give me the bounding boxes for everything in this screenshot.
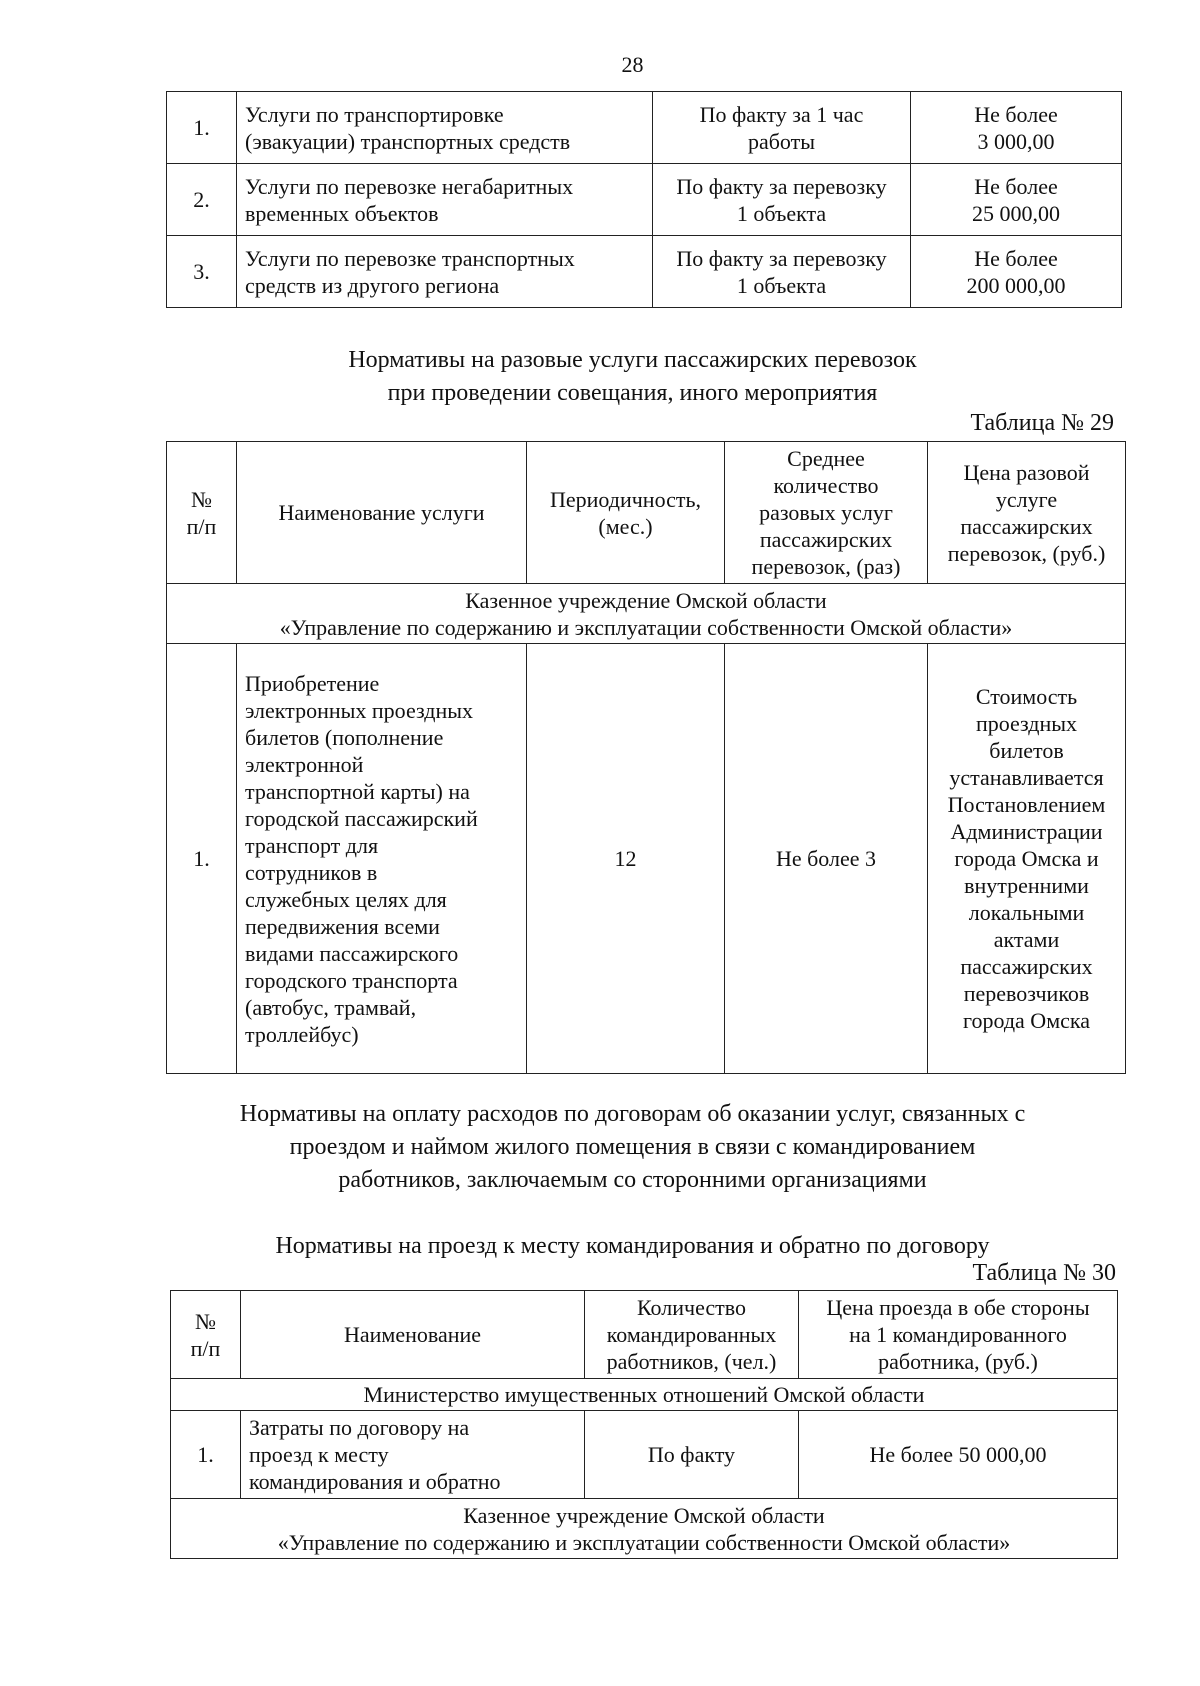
row-number: 3. <box>167 236 237 308</box>
service-price: Не более 3 000,00 <box>911 92 1122 164</box>
header-number: № п/п <box>167 442 237 584</box>
service-basis: По факту за перевозку 1 объекта <box>653 236 911 308</box>
table-row <box>171 1411 1118 1499</box>
table-29 <box>166 441 1126 1074</box>
price-value: Не более 50 000,00 <box>799 1411 1118 1499</box>
table-header-row <box>171 1291 1118 1379</box>
row-number: 1. <box>171 1411 241 1499</box>
service-name: Услуги по перевозке негабаритных временных объектов <box>237 164 653 236</box>
price-value: Стоимость проездных билетов устанавливается Постановлением Администрации города Омска и внутренними локальными актами пассажирских перевозчиков города Омска <box>928 644 1126 1074</box>
service-price: Не более 25 000,00 <box>911 164 1122 236</box>
table-row <box>167 236 1122 308</box>
service-basis: По факту за 1 час работы <box>653 92 911 164</box>
row-number: 1. <box>167 644 237 1074</box>
average-count-value: Не более 3 <box>725 644 928 1074</box>
page-number: 28 <box>621 52 644 77</box>
service-basis: По факту за перевозку 1 объекта <box>653 164 911 236</box>
table-header-row <box>167 442 1126 584</box>
section-29-title: Нормативы на разовые услуги пассажирских перевозок при проведении совещания, иного мероприятия <box>348 347 917 406</box>
section-trip-title: Нормативы на оплату расходов по договорам об оказании услуг, связанных с проездом и наймом жилого помещения в связи с командированием работников, заключаемым со сторонними организациями <box>239 1101 1026 1193</box>
org-name: Министерство имущественных отношений Омской области <box>171 1379 1118 1411</box>
row-number: 1. <box>167 92 237 164</box>
table-30 <box>170 1290 1118 1559</box>
periodicity-value: 12 <box>527 644 725 1074</box>
count-value: По факту <box>585 1411 799 1499</box>
header-count: Количество командированных работников, (чел.) <box>585 1291 799 1379</box>
table-row <box>167 164 1122 236</box>
service-price: Не более 200 000,00 <box>911 236 1122 308</box>
org-row <box>171 1379 1118 1411</box>
header-price: Цена проезда в обе стороны на 1 командированного работника, (руб.) <box>799 1291 1118 1379</box>
org-row <box>167 584 1126 644</box>
header-periodicity: Периодичность, (мес.) <box>527 442 725 584</box>
table-row <box>167 92 1122 164</box>
org-row <box>171 1499 1118 1559</box>
org-name: Казенное учреждение Омской области «Управление по содержанию и эксплуатации собственности Омской области» <box>171 1499 1118 1559</box>
service-name: Услуги по перевозке транспортных средств из другого региона <box>237 236 653 308</box>
service-name: Услуги по транспортировке (эвакуации) транспортных средств <box>237 92 653 164</box>
header-number: № п/п <box>171 1291 241 1379</box>
header-average-count: Среднее количество разовых услуг пассажирских перевозок, (раз) <box>725 442 928 584</box>
table-row <box>167 644 1126 1074</box>
section-30-title: Нормативы на проезд к месту командирования и обратно по договору <box>275 1233 990 1259</box>
expense-name: Затраты по договору на проезд к месту командирования и обратно <box>241 1411 585 1499</box>
table-30-label: Таблица № 30 <box>972 1260 1116 1286</box>
service-name: Приобретение электронных проездных билетов (пополнение электронной транспортной карты) на городской пассажирский транспорт для сотрудников в служебных целях для передвижения всеми видами пассажирского городского транспорта (автобус, трамвай, троллейбус) <box>237 644 527 1074</box>
table-29-label: Таблица № 29 <box>970 410 1114 436</box>
header-service-name: Наименование услуги <box>237 442 527 584</box>
table-28 <box>166 91 1122 308</box>
header-name: Наименование <box>241 1291 585 1379</box>
header-price: Цена разовой услуге пассажирских перевозок, (руб.) <box>928 442 1126 584</box>
org-name: Казенное учреждение Омской области «Управление по содержанию и эксплуатации собственности Омской области» <box>167 584 1126 644</box>
row-number: 2. <box>167 164 237 236</box>
